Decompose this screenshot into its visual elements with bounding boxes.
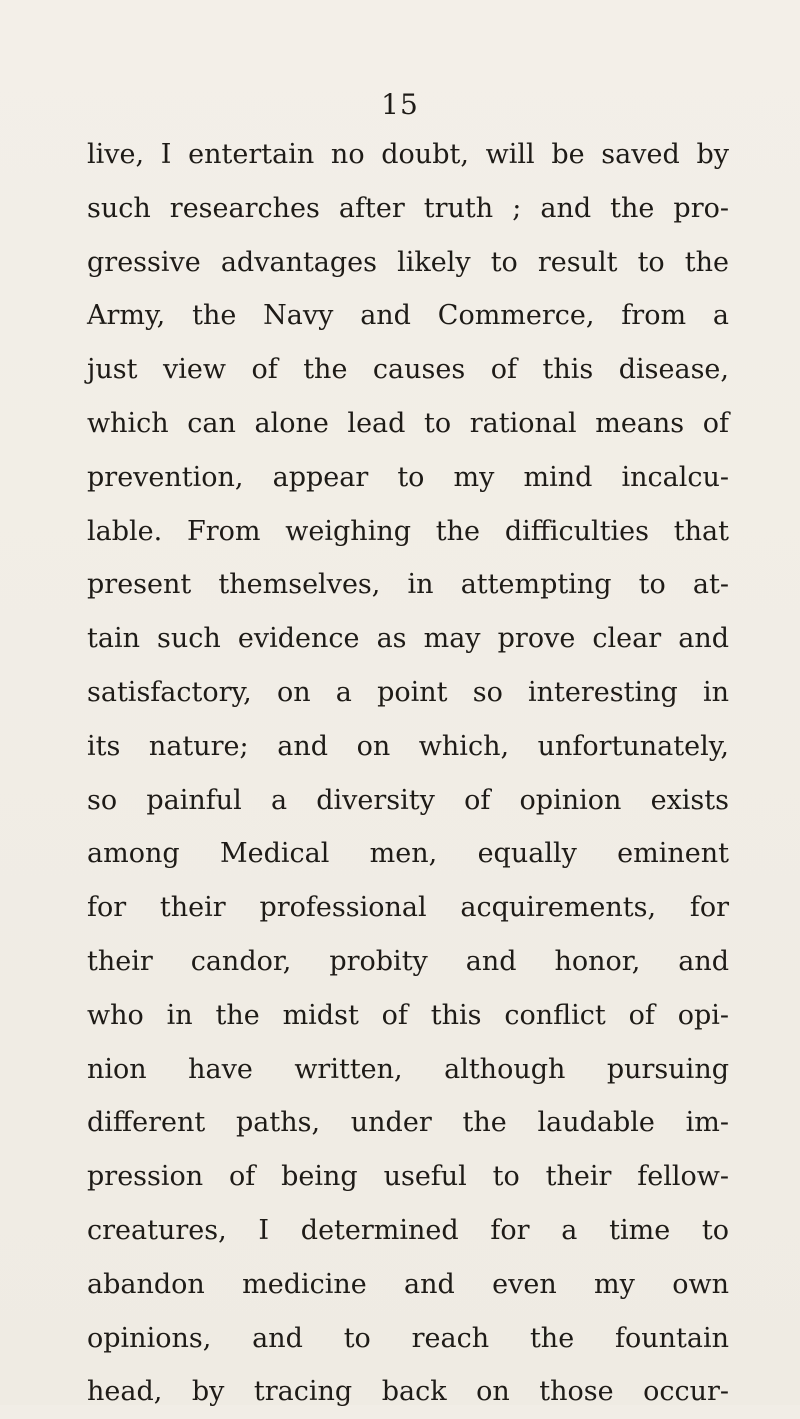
text-line: just view of the causes of this disease, [87, 354, 729, 386]
text-line: tain such evidence as may prove clear and [87, 623, 729, 655]
text-line: live, I entertain no doubt, will be saved by [87, 139, 729, 170]
text-line: Army, the Navy and Commerce, from a [87, 300, 729, 332]
text-line: opinions, and to reach the fountain [87, 1322, 729, 1354]
text-line: present themselves, in attempting to at- [87, 569, 729, 601]
text-line: lable. From weighing the difficulties that [87, 515, 729, 547]
text-line: which can alone lead to rational means of [87, 407, 729, 439]
text-line: for their professional acquirements, for [87, 892, 729, 924]
text-line: gressive advantages likely to result to the [87, 246, 729, 278]
text-line: who in the midst of this conflict of opi- [87, 999, 729, 1031]
text-line: satisfactory, on a point so interesting in [87, 676, 729, 708]
body-text [87, 128, 729, 1419]
text-line: different paths, under the laudable im- [87, 1107, 729, 1139]
text-line: abandon medicine and even my own [87, 1268, 729, 1300]
text-line: nion have written, although pursuing [87, 1053, 729, 1085]
text-line: pression of being useful to their fellow- [87, 1161, 729, 1193]
text-line: such researches after truth ; and the pro- [87, 192, 729, 224]
text-line: creatures, I determined for a time to [87, 1214, 729, 1246]
text-line: its nature; and on which, unfortunately, [87, 730, 729, 762]
text-line: their candor, probity and honor, and [87, 945, 729, 977]
text-line: so painful a diversity of opinion exists [87, 784, 729, 816]
page-number: 15 [381, 88, 419, 121]
text-line: among Medical men, equally eminent [87, 838, 729, 870]
text-line: prevention, appear to my mind incalcu- [87, 461, 729, 493]
text-line: head, by tracing back on those occur- [87, 1376, 729, 1408]
